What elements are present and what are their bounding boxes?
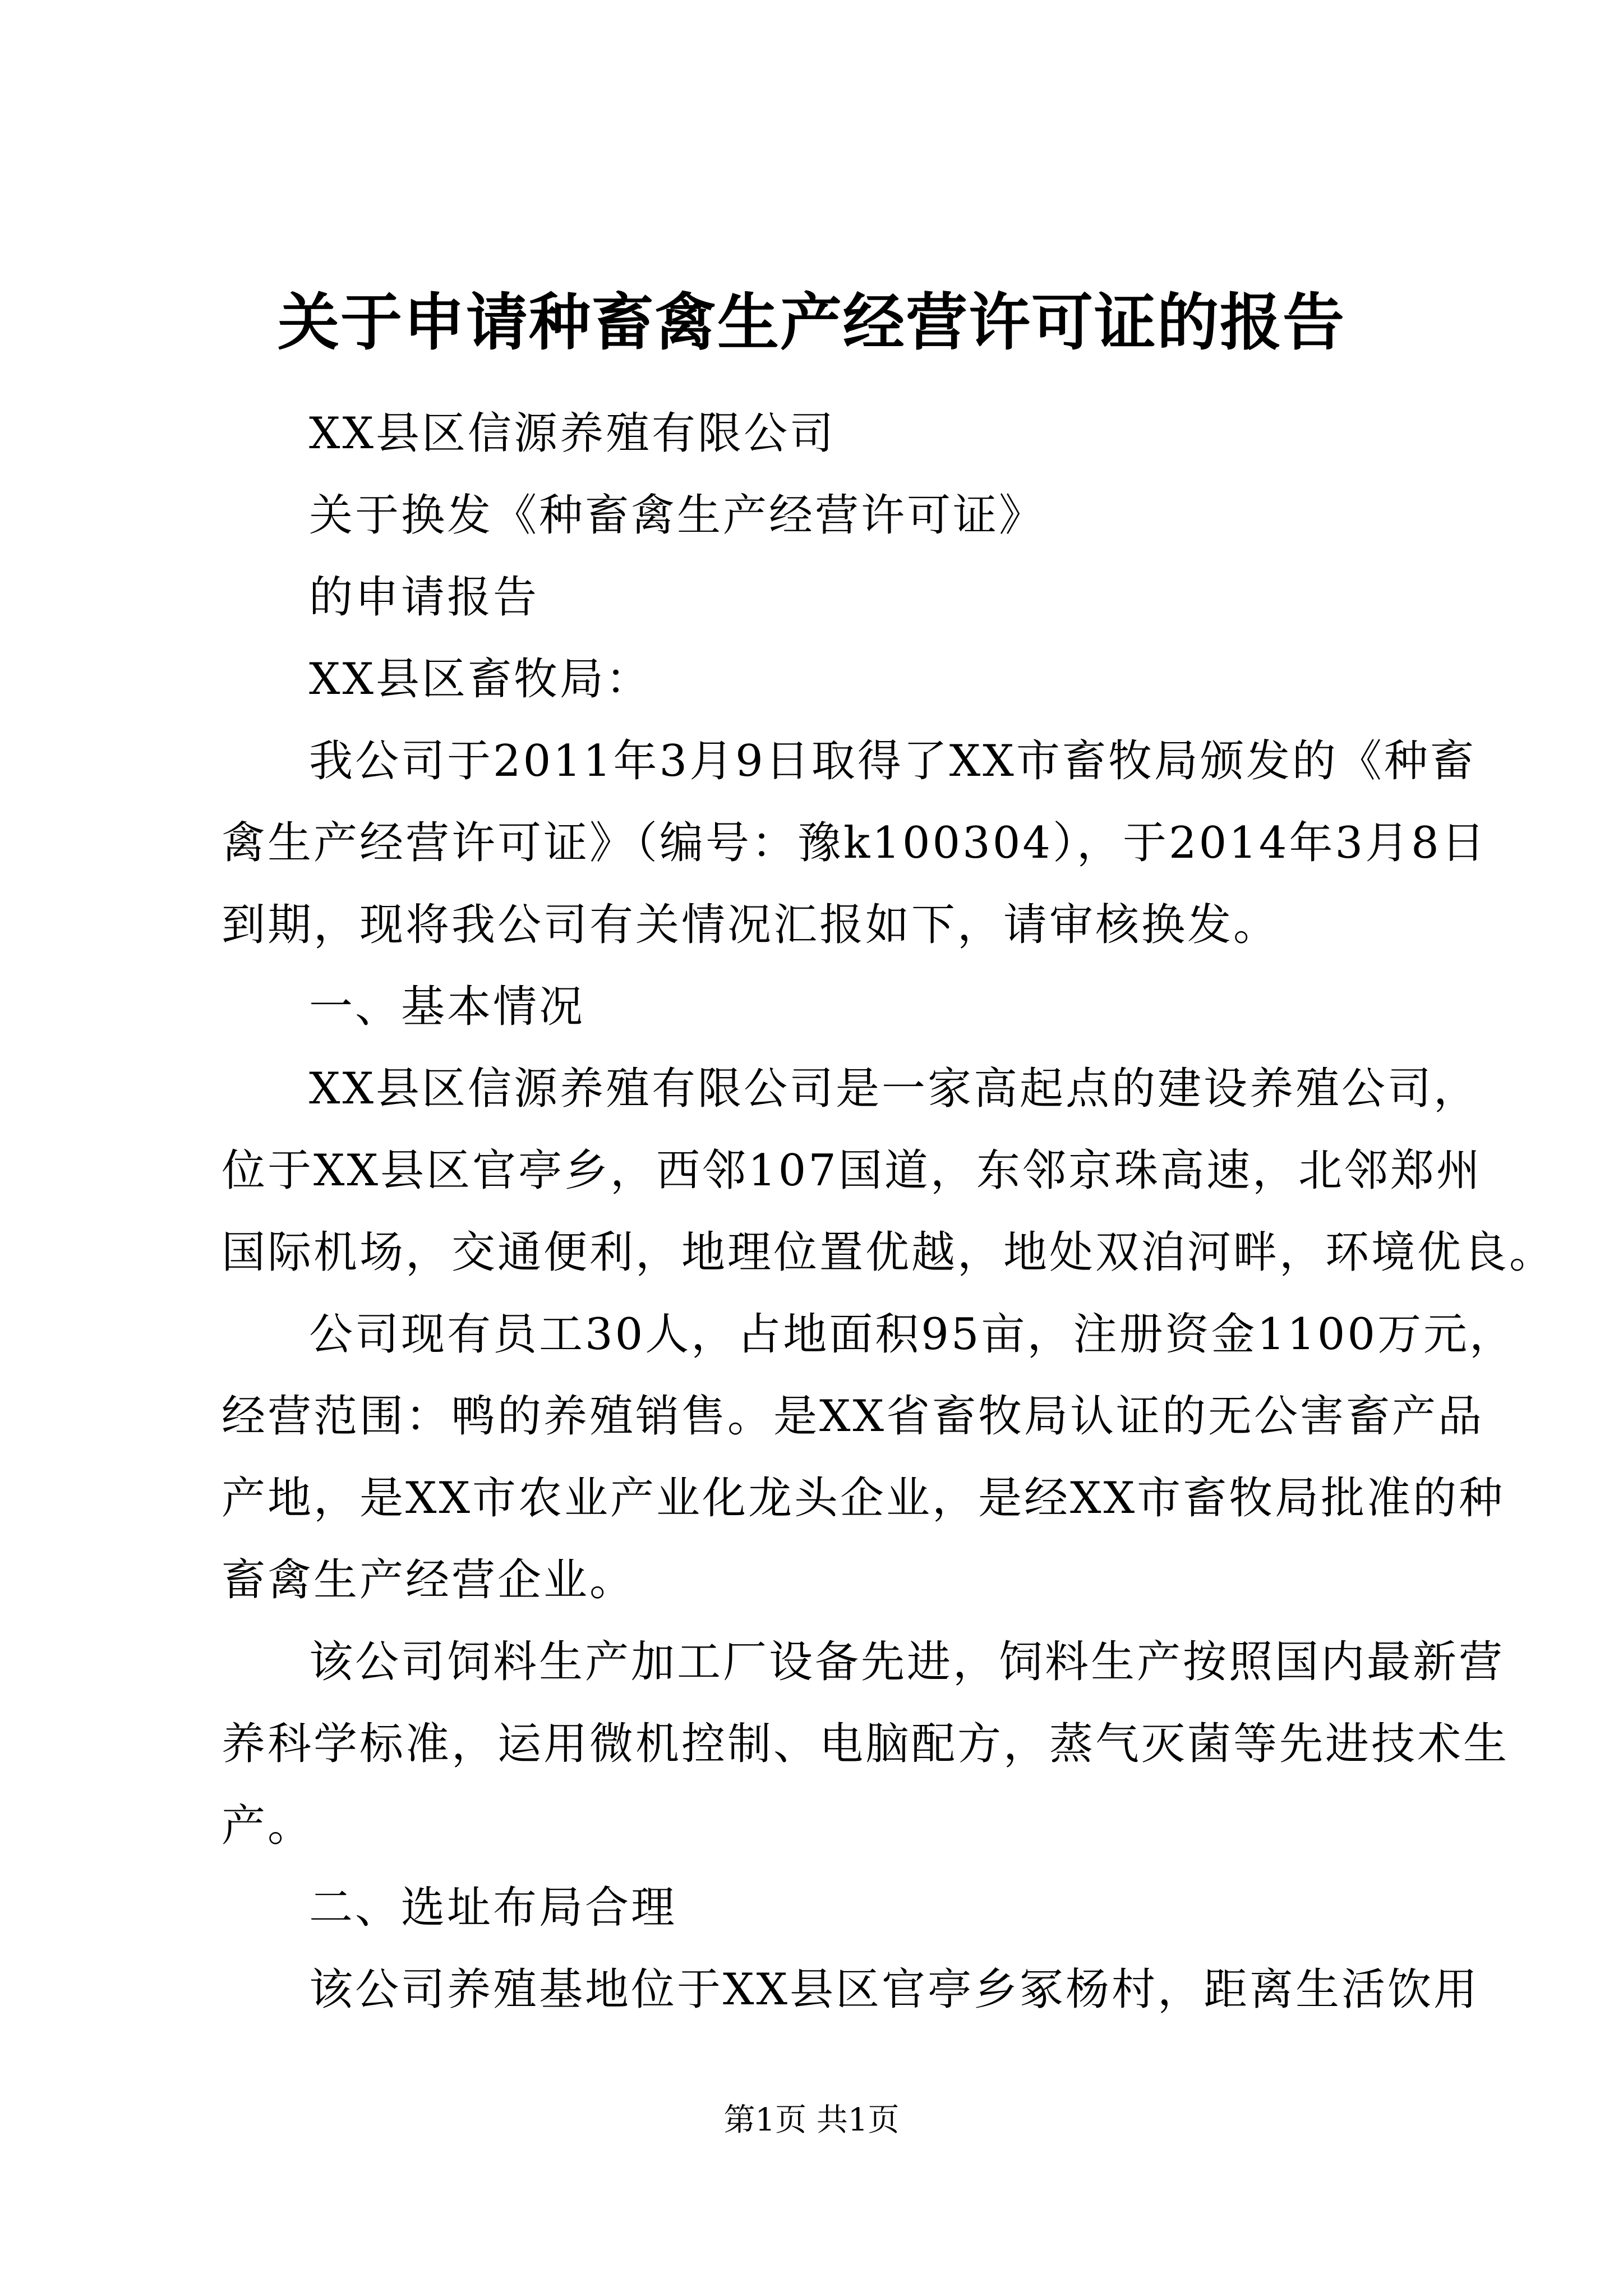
paragraph-line: 我公司于2011年3月9日取得了XX市畜牧局颁发的《种畜	[309, 736, 1476, 786]
paragraph-line: 该公司饲料生产加工厂设备先进，饲料生产按照国内最新营	[309, 1637, 1505, 1687]
paragraph-line: 到期，现将我公司有关情况汇报如下，请审核换发。	[222, 900, 1280, 950]
company-name-line: XX县区信源养殖有限公司	[309, 408, 836, 459]
addressee-line: XX县区畜牧局：	[309, 654, 652, 705]
paragraph-line: 经营范围：鸭的养殖销售。是XX省畜牧局认证的无公害畜产品	[222, 1391, 1484, 1442]
paragraph-line: 养科学标准，运用微机控制、电脑配方，蒸气灭菌等先进技术生	[222, 1719, 1510, 1769]
report-subject-line: 关于换发《种畜禽生产经营许可证》	[309, 490, 1045, 541]
document-body	[222, 393, 1556, 2031]
paragraph-line: 该公司养殖基地位于XX县区官亭乡冢杨村，距离生活饮用	[309, 1964, 1480, 2015]
paragraph-line: 公司现有员工30人，占地面积95亩，注册资金1100万元，	[309, 1309, 1516, 1360]
paragraph-line: 位于XX县区官亭乡，西邻107国道，东邻京珠高速，北邻郑州	[222, 1145, 1482, 1196]
section-heading: 二、选址布局合理	[309, 1883, 677, 1933]
paragraph-line: XX县区信源养殖有限公司是一家高起点的建设养殖公司，	[309, 1064, 1480, 1114]
document-title: 关于申请种畜禽生产经营许可证的报告	[278, 286, 1345, 358]
paragraph-line: 禽生产经营许可证》（编号：豫k100304），于2014年3月8日	[222, 818, 1487, 868]
paragraph-line: 产地，是XX市农业产业化龙头企业，是经XX市畜牧局批准的种	[222, 1473, 1505, 1524]
paragraph-line: 国际机场，交通便利，地理位置优越，地处双洎河畔，环境优良。	[222, 1227, 1556, 1278]
paragraph-line: 畜禽生产经营企业。	[222, 1555, 636, 1605]
report-subject-line-2: 的申请报告	[309, 572, 540, 623]
page-footer: 第1页 共1页	[723, 2102, 900, 2138]
section-heading: 一、基本情况	[309, 982, 585, 1032]
paragraph-line: 产。	[222, 1801, 314, 1851]
